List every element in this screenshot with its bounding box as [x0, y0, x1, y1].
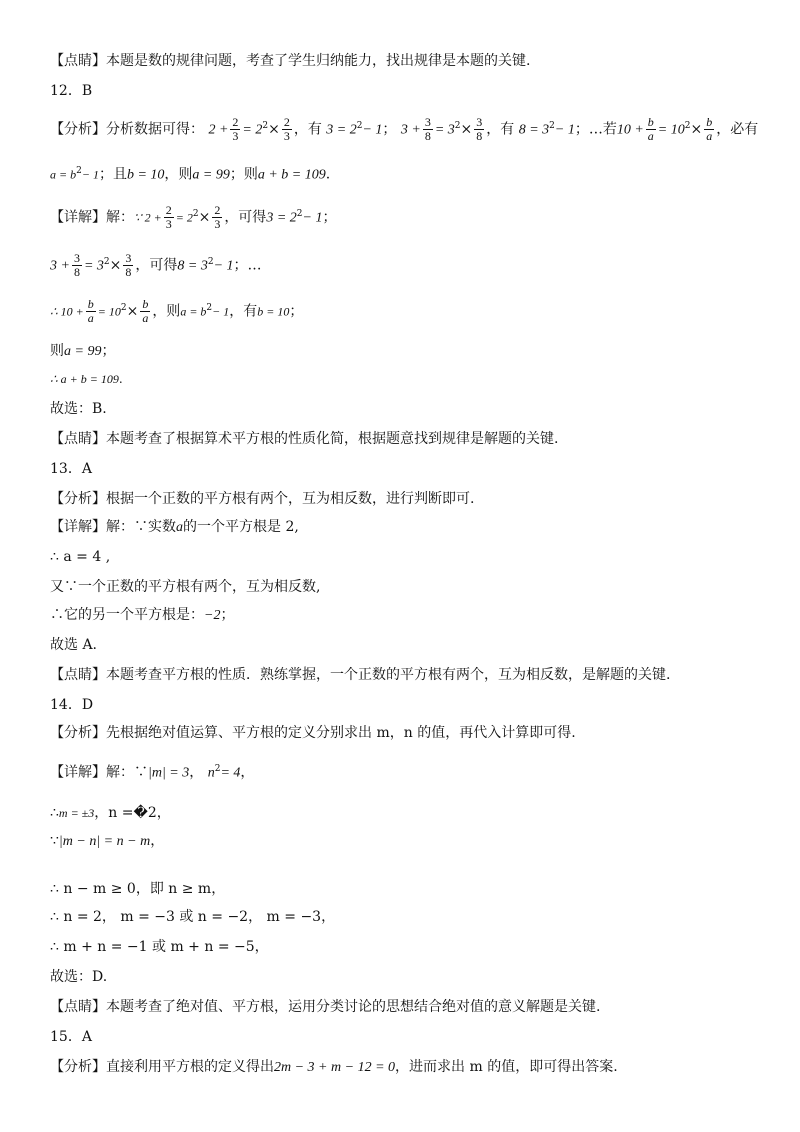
choice-13: 故选 A.	[50, 637, 98, 653]
question-14-answer: 14．D	[50, 697, 94, 713]
detail-14-line6: ∴ m + n = −1 或 m + n = −5，	[50, 939, 269, 955]
detail-14-line1: 【详解】解：∵|m| = 3， $n^2= 4$，	[50, 764, 255, 781]
detail-13-line4: ∴它的另一个平方根是：−2；	[50, 607, 235, 623]
detail-12-line2: 3 + $\frac{3}{8}$ = $3^2\times$ $\frac{3}{8}$ ，可得$8 = 3^2- 1$；…	[50, 251, 262, 279]
detail-12-line1: 【详解】解：∵ 2 + $\frac{2}{3}$ = $2^2\times$ $\frac{2}{3}$ ，可得$3 = 2^2- 1$；	[50, 203, 337, 231]
detail-12-line4: 则a = 99；	[50, 343, 116, 359]
note-12: 【点睛】本题考查了根据算术平方根的性质化简，根据题意找到规律是解题的关键.	[50, 431, 559, 447]
detail-14-line2: ∴m = ±3，n =�2，	[50, 805, 171, 821]
detail-13-line3: 又∵一个正数的平方根有两个，互为相反数,	[50, 579, 321, 595]
analysis-12: 【分析】分析数据可得： 2 + $\frac{2}{3}$ = $2^2\times$ $\frac{2}{3}$ ，有 $3 = 2^2- 1$； 3 + $\frac{3}{8}$ = $3^2\times$ $\frac{3}{8}$ ，有 $8 = 3^2- 1$；…若10 + $\frac{b}{a}$ = $10^2\times$ $\frac{b}{a}$ ，必有	[50, 115, 759, 143]
analysis-14: 【分析】先根据绝对值运算、平方根的定义分别求出 m，n 的值，再代入计算即可得.	[50, 725, 576, 741]
detail-13-line1: 【详解】解：∵实数a的一个平方根是 2,	[50, 519, 299, 535]
note-13: 【点睛】本题考查平方根的性质．熟练掌握，一个正数的平方根有两个，互为相反数，是解题的关键.	[50, 667, 671, 683]
question-12-answer: 12．B	[50, 83, 93, 99]
detail-13-line2: ∴ a = 4 ,	[50, 549, 111, 565]
choice-14: 故选：D.	[50, 969, 108, 985]
note-11: 【点睛】本题是数的规律问题，考查了学生归纳能力，找出规律是本题的关键.	[50, 53, 531, 69]
detail-12-line3: ∴ 10 + $\frac{b}{a}$ = $10^2\times$ $\frac{b}{a}$ ，则$a = b^2- 1$，有b = 10；	[50, 297, 304, 325]
question-13-answer: 13．A	[50, 461, 92, 477]
detail-14-line4: ∴ n − m ≥ 0，即 n ≥ m，	[50, 881, 226, 897]
choice-12: 故选：B.	[50, 401, 107, 417]
question-15-answer: 15．A	[50, 1029, 92, 1045]
note-14: 【点睛】本题考查了绝对值、平方根，运用分类讨论的思想结合绝对值的意义解题是关键.	[50, 999, 601, 1015]
analysis-15: 【分析】直接利用平方根的定义得出2m − 3 + m − 12 = 0，进而求出 m 的值，即可得出答案.	[50, 1059, 618, 1075]
detail-14-line5: ∴ n = 2， m = −3 或 n = −2， m = −3，	[50, 909, 336, 925]
analysis-13: 【分析】根据一个正数的平方根有两个，互为相反数，进行判断即可.	[50, 491, 475, 507]
analysis-12-cont: $a = b^2- 1$；且b = 10，则a = 99；则a + b = 109.	[50, 166, 331, 183]
detail-14-line3: ∵|m − n| = n − m，	[50, 833, 165, 849]
detail-12-line5: ∴ a + b = 109.	[50, 372, 123, 386]
